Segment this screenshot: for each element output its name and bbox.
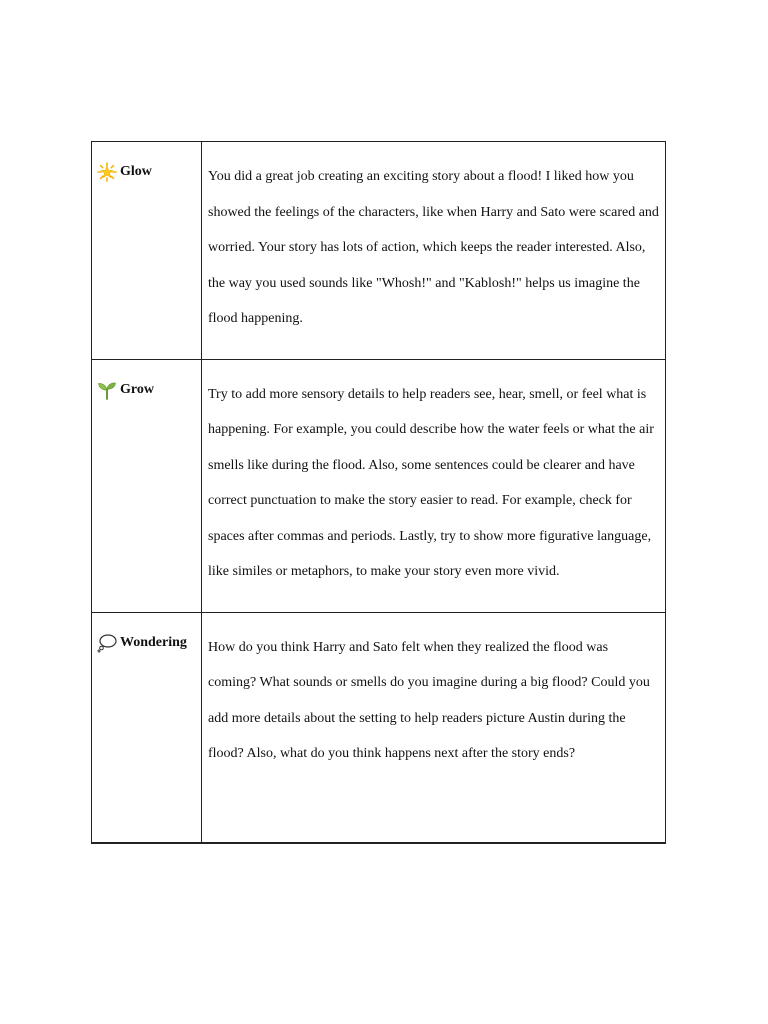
thought-bubble-icon [97, 633, 117, 653]
grow-label: Grow [120, 381, 154, 397]
grow-text: Try to add more sensory details to help readers see, hear, smell, or feel what is happening. For example, you could describe how the water feels or what the air smells like during the flood. Also, some sentences could be clearer and have correct punctuation to make the story easier to read. For example, check for spaces after commas and periods. Lastly, try to show more figurative language, like similes or metaphors, to make your story even more vivid. [208, 386, 654, 579]
wondering-text: How do you think Harry and Sato felt when they realized the flood was coming? What sounds or smells do you imagine during a big flood? Could you add more details about the setting to help readers picture Austin during the flood? Also, what do you think happens next after the story ends? [208, 639, 650, 761]
seedling-icon [97, 380, 117, 400]
glow-text: You did a great job creating an exciting story about a flood! I liked how you showed the feelings of the characters, like when Harry and Sato were scared and worried. Your story has lots of action, which keeps the reader interested. Also, the way you used sounds like "Whosh!" and "Kablosh!" helps us imagine the flood happening. [208, 169, 659, 326]
grow-row [92, 359, 666, 612]
wondering-label: Wondering [120, 634, 187, 650]
wondering-label-cell [92, 612, 202, 843]
glow-text-cell [202, 142, 666, 360]
feedback-table [91, 141, 666, 844]
grow-text-cell [202, 359, 666, 612]
glow-row [92, 142, 666, 360]
glow-label: Glow [120, 164, 152, 179]
glow-label-cell [92, 142, 202, 360]
grow-label-cell [92, 359, 202, 612]
glowing-star-icon [97, 162, 117, 182]
wondering-row [92, 612, 666, 843]
wondering-text-cell [202, 612, 666, 843]
